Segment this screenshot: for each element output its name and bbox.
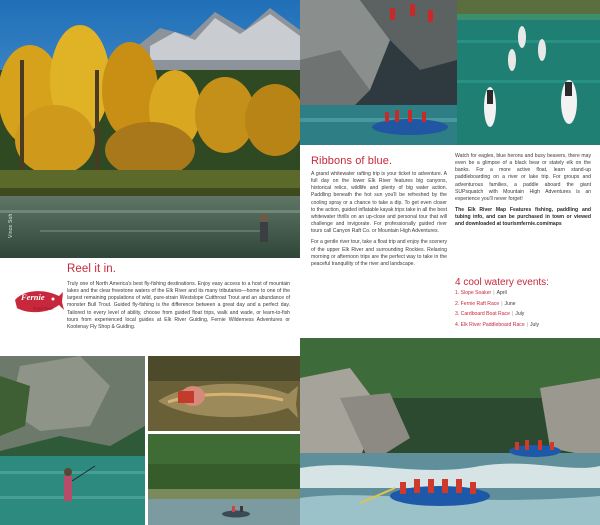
ribbons-column-right [455,153,591,233]
ribbons-section-title: Ribbons of blue. [311,155,393,167]
event-item: 3. Cardboard Boat Race | July [455,311,525,318]
event-name: Cardboard Boat Race [460,311,510,318]
whitewater-rafting-photo [300,338,600,525]
logo-sub-text: Trout Town [33,306,54,311]
ribbons-column-left [311,171,447,272]
ribbons-paragraph-3: Watch for eagles, blue herons and busy beavers, there may even be a glimpse of a black bear or stately elk on the banks. For a more active float, learn stand-up paddleboarding on a river or lake trip. For groups and adventurous families, a paddle aboard the giant SUPsquatch with Mountain High Adventures is an experience you'll never forget! [455,153,591,202]
autumn-river-photo [0,0,300,258]
event-name: Elk River Paddleboard Race [460,321,525,328]
event-date: April [496,290,507,296]
fernie-trout-town-logo [13,286,65,322]
wading-angler-photo [0,356,145,525]
event-date: July [530,321,540,328]
event-name: Slope Soaker [460,290,492,296]
photo-credit: Vince Soh [8,213,14,238]
trout-catch-photo [148,356,300,431]
events-list [455,290,539,332]
logo-main-text: Fernie [21,292,45,302]
elk-river-map-note: The Elk River Map Features fishing, paddling and tubing info, and can be purchased in town or viewed and downloaded at tourismfernie.com/maps [455,207,591,228]
float-trip-photo [148,434,300,525]
event-item: 2. Fernie Raft Race | June [455,300,516,307]
event-date: July [515,311,525,318]
reel-section-title: Reel it in. [67,263,117,275]
paddleboard-lake-photo [457,0,600,145]
reel-paragraph: Truly one of North America's best fly-fishing destinations. Enjoy easy access to a host of mountain lakes and the clear freestone waters of the Elk River and its many tributaries—home to one of the largest remaining populations of wild, pure-strain Westslope Cutthroat Trout and an abundance of monster Bull Trout. Guided fly-fishing is the difference between a great day and a perfect day. Tailored to every level of ability, choose from guided float trips, walk and wade, or learn-to-fish tours from experienced local guides at Elk River Guiding, Fernie Wilderness Adventures or Kootenay Fly Shop & Guiding. [67,281,290,330]
rafting-canyon-photo [300,0,457,145]
reel-body [67,281,290,335]
ribbons-paragraph-1: A grand whitewater rafting trip is your ticket to adventure. A full day on the lower Elk River features big canyons, historical relics, wildlife and plenty of big water action. Paddling beneath the hot sun you'll be refreshed by the cooling spray or a chance to take a dip. To get even closer to the action, guided inflatable kayak trips take in all the best whitewater thrills on an up-close and personal tour that will challenge and invigorate. For professionally guided river tours call Canyon Raft Co. or Mountain High Adventures. [311,171,447,235]
events-title: 4 cool watery events: [455,277,549,288]
event-date: June [504,300,516,307]
ribbons-paragraph-2: For a gentle river tour, take a float trip and enjoy the scenery of the upper Elk River and surrounding Rockies. Relaxing morning or afternoon trips are the perfect way to take in the peaceful tranquility of the river and landscape. [311,239,447,267]
event-item: 1. Slope Soaker | April [455,290,507,296]
event-name: Fernie Raft Race [460,300,500,307]
event-item: 4. Elk River Paddleboard Race | July [455,321,540,328]
